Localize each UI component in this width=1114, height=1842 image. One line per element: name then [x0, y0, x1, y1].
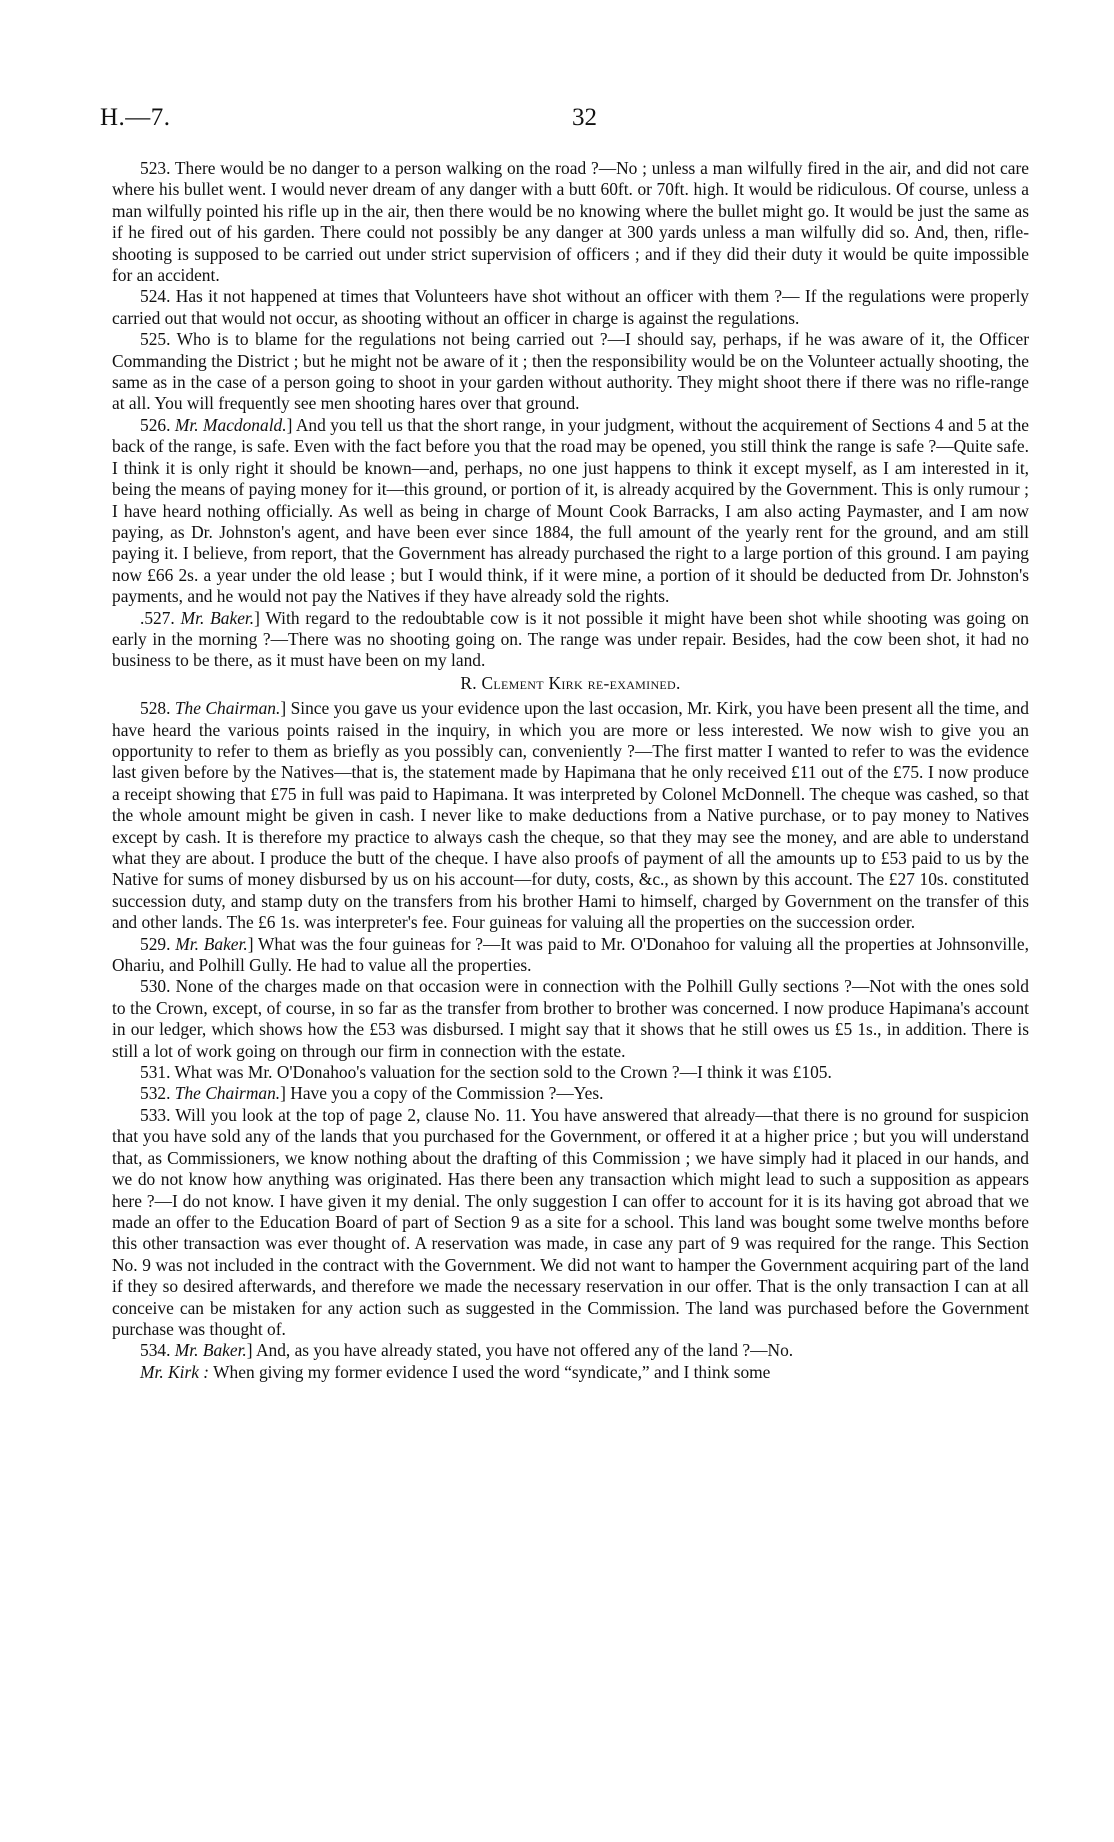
question-number: 528.: [140, 698, 171, 719]
paragraph-kirk-statement: [112, 1362, 1029, 1383]
question-lead: 530. None of the charges made on that occasion were in connection with the Polhill Gully sections ?: [140, 976, 852, 997]
paragraph-525: [112, 329, 1029, 415]
paragraph-text: —Not with the ones sold to the Crown, except, of course, in so far as the transfer from brother to brother was concerned. I now produce Hapimana's account in our ledger, which shows how the £53 was disbursed. I might say that it shows that he still owes us £5 1s., in addition. There is still a lot of work going on through our firm in connection with the estate.: [112, 976, 1029, 1061]
paragraph-523: [112, 158, 1029, 286]
paragraph-524: [112, 286, 1029, 329]
paragraph-528: [112, 698, 1029, 933]
paragraph-text: ] Since you gave us your evidence upon the last occasion, Mr. Kirk, you have been present all the time, and have heard the various points raised in the inquiry, in which you are more or less interested. We now wish to give you an opportunity to refer to them as briefly as you possibly can, conveniently ?—The first matter I wanted to refer to was the evidence last given before by the Natives—that is, the statement made by Hapimana that he only received £11 out of the £75. I now produce a receipt showing that £75 in full was paid to Hapimana. It was interpreted by Colonel McDonnell. The cheque was cashed, so that the whole amount might be given in cash. I never like to make deductions from a Native purchase, or to pay money to Natives except by cash. It is therefore my practice to always cash the cheque, so that they may see the money, and are able to understand what they are about. I produce the butt of the cheque. I have also proofs of payment of all the amounts up to £53 paid to us by the Native for sums of money disbursed by us on his account—for duty, costs, &c., as shown by this account. The £27 10s. constituted succession duty, and stamp duty on the transfers from his brother Hami to himself, charged by Government on the transfer of this and other lands. The £6 1s. was interpreter's fee. Four guineas for valuing all the properties on the succession order.: [112, 698, 1029, 933]
page-number: 32: [572, 104, 597, 131]
speaker-name: The Chairman.: [174, 698, 281, 719]
speaker-name: Mr. Kirk :: [140, 1361, 210, 1382]
paragraph-text: —No ; unless a man wilfully fired in the air, and did not care where his bullet went. I would never dream of any danger with a butt 60ft. or 70ft. high. It would be ridiculous. Of course, unless a man wilfully pointed his rifle up in the air, then there would be no knowing where the bullet might go. It would be just the same as if he fired out of his garden. There could not possibly be any danger at 300 yards unless a man wilfully did so. And, then, rifle-shooting is supposed to be carried out under strict supervision of officers ; and if they did their duty it would be quite impossible for an accident.: [112, 158, 1029, 286]
paragraph-text: —that there is no ground for suspicion that you have sold any of the lands that you purchased for the Government, or offered it at a higher price ; but you will understand that, as Commissioners, we know nothing about the drafting of this Commission ; we have simply had it placed in our hands, and we do not know how anything was originated. Has there been any transaction which might lead to such a supposition as appears here ?—I do not know. I have given it my denial. The only suggestion I can offer to account for it is its having got abroad that we made an offer to the Education Board of part of Section 9 as a site for a school. This land was bought some twelve months before this other transaction was ever thought of. A reservation was made, in case any part of 9 was required for the range. This Section No. 9 was not included in the contract with the Government. We did not want to hamper the Government acquiring part of the land if they so desired afterwards, and therefore we made the necessary reservation in our offer. That is the only transaction I can at all conceive can be mistaken for any action such as suggested in the Commission. The land was purchased before the Government purchase was thought of.: [112, 1104, 1029, 1339]
question-lead: 525. Who is to blame for the regulations not being carried out ?: [140, 329, 608, 350]
question-number: 532.: [140, 1083, 171, 1104]
paragraph-text: —I think it was £105.: [679, 1062, 832, 1083]
section-heading: R. Clement Kirk re-examined.: [460, 672, 681, 693]
question-number: 526.: [140, 414, 171, 435]
paragraph-530: [112, 976, 1029, 1062]
page-header: [100, 104, 1020, 134]
speaker-name: Mr. Baker.: [175, 933, 248, 954]
paragraph-532: [112, 1083, 1029, 1104]
paragraph-text: When giving my former evidence I used the word “syndicate,” and I think some: [209, 1361, 771, 1382]
paragraph-527: [112, 608, 1029, 672]
question-number: 529.: [140, 933, 171, 954]
speaker-name: Mr. Baker.: [180, 607, 255, 628]
question-number: 534.: [140, 1340, 171, 1361]
paragraph-text: —I should say, perhaps, if he was aware of it, the Officer Commanding the District ; but he might not be aware of it ; then the responsibility would be on the Volunteer actually shooting, the same as in the case of a person going to shoot in your garden without authority. They might shoot there if there was no rifle-range at all. You will frequently see men shooting hares over that ground.: [112, 329, 1029, 414]
paragraph-text: ] With regard to the redoubtable cow is it not possible it might have been shot while shooting was going on early in the morning ?—There was no shooting going on. The range was under repair. Besides, had the cow been shot, it had no business to be there, as it must have been on my land.: [112, 607, 1029, 671]
speaker-name: Mr. Baker.: [174, 1340, 247, 1361]
paragraph-text: ] And you tell us that the short range, in your judgment, without the acquirement of Sections 4 and 5 at the back of the range, is safe. Even with the fact before you that the road may be opened, you still think the range is safe ?—Quite safe. I think it is only right it should be known—and, perhaps, no one just happens to think it except myself, as I am interested in it, being the means of paying money for it—this ground, or portion of it, is already acquired by the Government. This is only rumour ; I have heard nothing officially. As well as being in charge of Mount Cook Barracks, I am also acting Paymaster, and I am now paying, as Dr. Johnston's agent, and have been ever since 1884, the full amount of the yearly rent for the ground, and am still paying it. I believe, from report, that the Government has already purchased the right to a large portion of this ground. I am paying now £66 2s. a year under the old lease ; but I would think, if it were mine, a portion of it should be deducted from Dr. Johnston's payments, and he would not pay the Natives if they have already sold the rights.: [112, 414, 1030, 607]
question-lead: 523. There would be no danger to a person walking on the road ?: [140, 158, 599, 178]
paragraph-526: [112, 415, 1029, 608]
paragraph-text: ] And, as you have already stated, you have not offered any of the land ?—No.: [246, 1340, 794, 1361]
document-body: [112, 158, 1029, 1383]
paragraph-534: [112, 1340, 1029, 1361]
paragraph-531: [112, 1062, 1029, 1083]
paragraph-529: [112, 934, 1029, 977]
question-lead: 524. Has it not happened at times that Volunteers have shot without an officer with them ?: [140, 286, 783, 307]
paragraph-text: ] Have you a copy of the Commission ?—Yes.: [280, 1083, 604, 1104]
paragraph-533: [112, 1105, 1029, 1340]
question-lead: 531. What was Mr. O'Donahoo's valuation for the section sold to the Crown ?: [140, 1062, 680, 1083]
paragraph-text: ] What was the four guineas for ?—It was paid to Mr. O'Donahoo for valuing all the properties at Johnsonville, Ohariu, and Polhill Gully. He had to value all the properties.: [112, 933, 1029, 976]
document-reference: H.—7.: [100, 104, 171, 131]
speaker-name: Mr. Macdonald.: [174, 414, 287, 435]
question-lead: 533. Will you look at the top of page 2, clause No. 11. You have answered that already: [140, 1104, 756, 1125]
speaker-name: The Chairman.: [174, 1083, 281, 1104]
question-number: .527.: [140, 607, 175, 628]
paragraph-text: — If the regulations were properly carried out that would not occur, as shooting without an officer in charge is against the regulations.: [112, 286, 1030, 328]
